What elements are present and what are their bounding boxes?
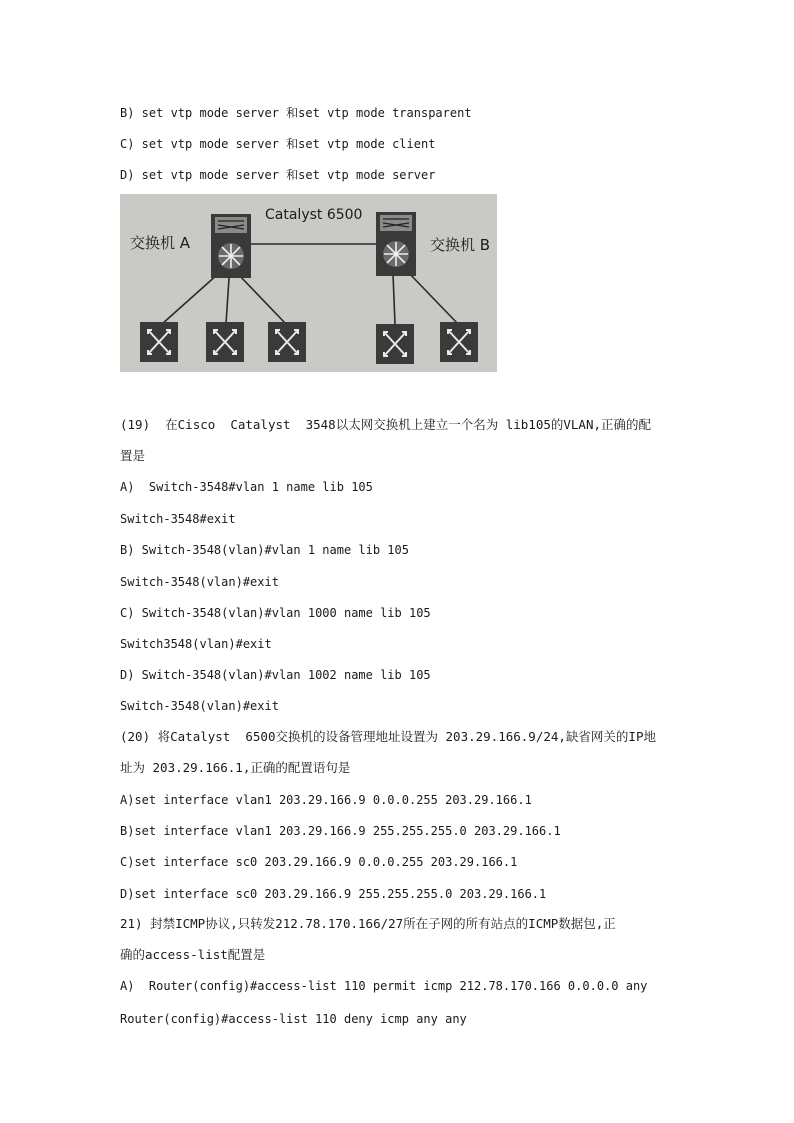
switch-a-icon [211, 214, 251, 278]
question-19-line1: (19) 在Cisco Catalyst 3548以太网交换机上建立一个名为 lib105的VLAN,正确的配 [120, 417, 652, 432]
question-19-line2: 置是 [120, 448, 146, 463]
q19-option-c-line2: Switch3548(vlan)#exit [120, 637, 272, 651]
q20-option-c: C)set interface sc0 203.29.166.9 0.0.0.255 203.29.166.1 [120, 855, 518, 869]
q20-option-b: B)set interface vlan1 203.29.166.9 255.255.255.0 203.29.166.1 [120, 824, 561, 838]
q21-option-a-line1: A) Router(config)#access-list 110 permit icmp 212.78.170.166 0.0.0.0 any [120, 979, 648, 993]
q19-option-c-line1: C) Switch-3548(vlan)#vlan 1000 name lib 105 [120, 606, 431, 620]
q19-option-b-line2: Switch-3548(vlan)#exit [120, 575, 279, 589]
q19-option-d-line2: Switch-3548(vlan)#exit [120, 699, 279, 713]
q19-option-a-line2: Switch-3548#exit [120, 512, 236, 526]
q19-option-a-line1: A) Switch-3548#vlan 1 name lib 105 [120, 480, 373, 494]
option-d-vtp: D) set vtp mode server 和set vtp mode server [120, 168, 436, 182]
switch-a-label: 交换机 A [130, 234, 191, 252]
access-switch-icon-1 [140, 322, 178, 362]
q20-option-d: D)set interface sc0 203.29.166.9 255.255.255.0 203.29.166.1 [120, 887, 547, 901]
switch-b-icon [376, 212, 416, 276]
question-20-line2: 址为 203.29.166.1,正确的配置语句是 [120, 760, 351, 775]
option-c-vtp: C) set vtp mode server 和set vtp mode client [120, 137, 436, 151]
access-switch-icon-2 [206, 322, 244, 362]
q21-option-a-line2: Router(config)#access-list 110 deny icmp any any [120, 1012, 467, 1026]
q19-option-d-line1: D) Switch-3548(vlan)#vlan 1002 name lib 105 [120, 668, 431, 682]
q20-option-a: A)set interface vlan1 203.29.166.9 0.0.0.255 203.29.166.1 [120, 793, 532, 807]
question-20-line1: (20) 将Catalyst 6500交换机的设备管理地址设置为 203.29.166.9/24,缺省网关的IP地 [120, 729, 656, 744]
q19-option-b-line1: B) Switch-3548(vlan)#vlan 1 name lib 105 [120, 543, 409, 557]
access-switch-icon-4 [376, 324, 414, 364]
network-topology-figure [120, 194, 497, 372]
question-21-line2: 确的access-list配置是 [120, 947, 266, 962]
question-21-line1: 21) 封禁ICMP协议,只转发212.78.170.166/27所在子网的所有站点的ICMP数据包,正 [120, 916, 616, 931]
access-switch-icon-3 [268, 322, 306, 362]
option-b-vtp: B) set vtp mode server 和set vtp mode transparent [120, 106, 472, 120]
figure-title: Catalyst 6500 [265, 207, 363, 223]
switch-b-label: 交换机 B [430, 236, 491, 254]
access-switch-icon-5 [440, 322, 478, 362]
